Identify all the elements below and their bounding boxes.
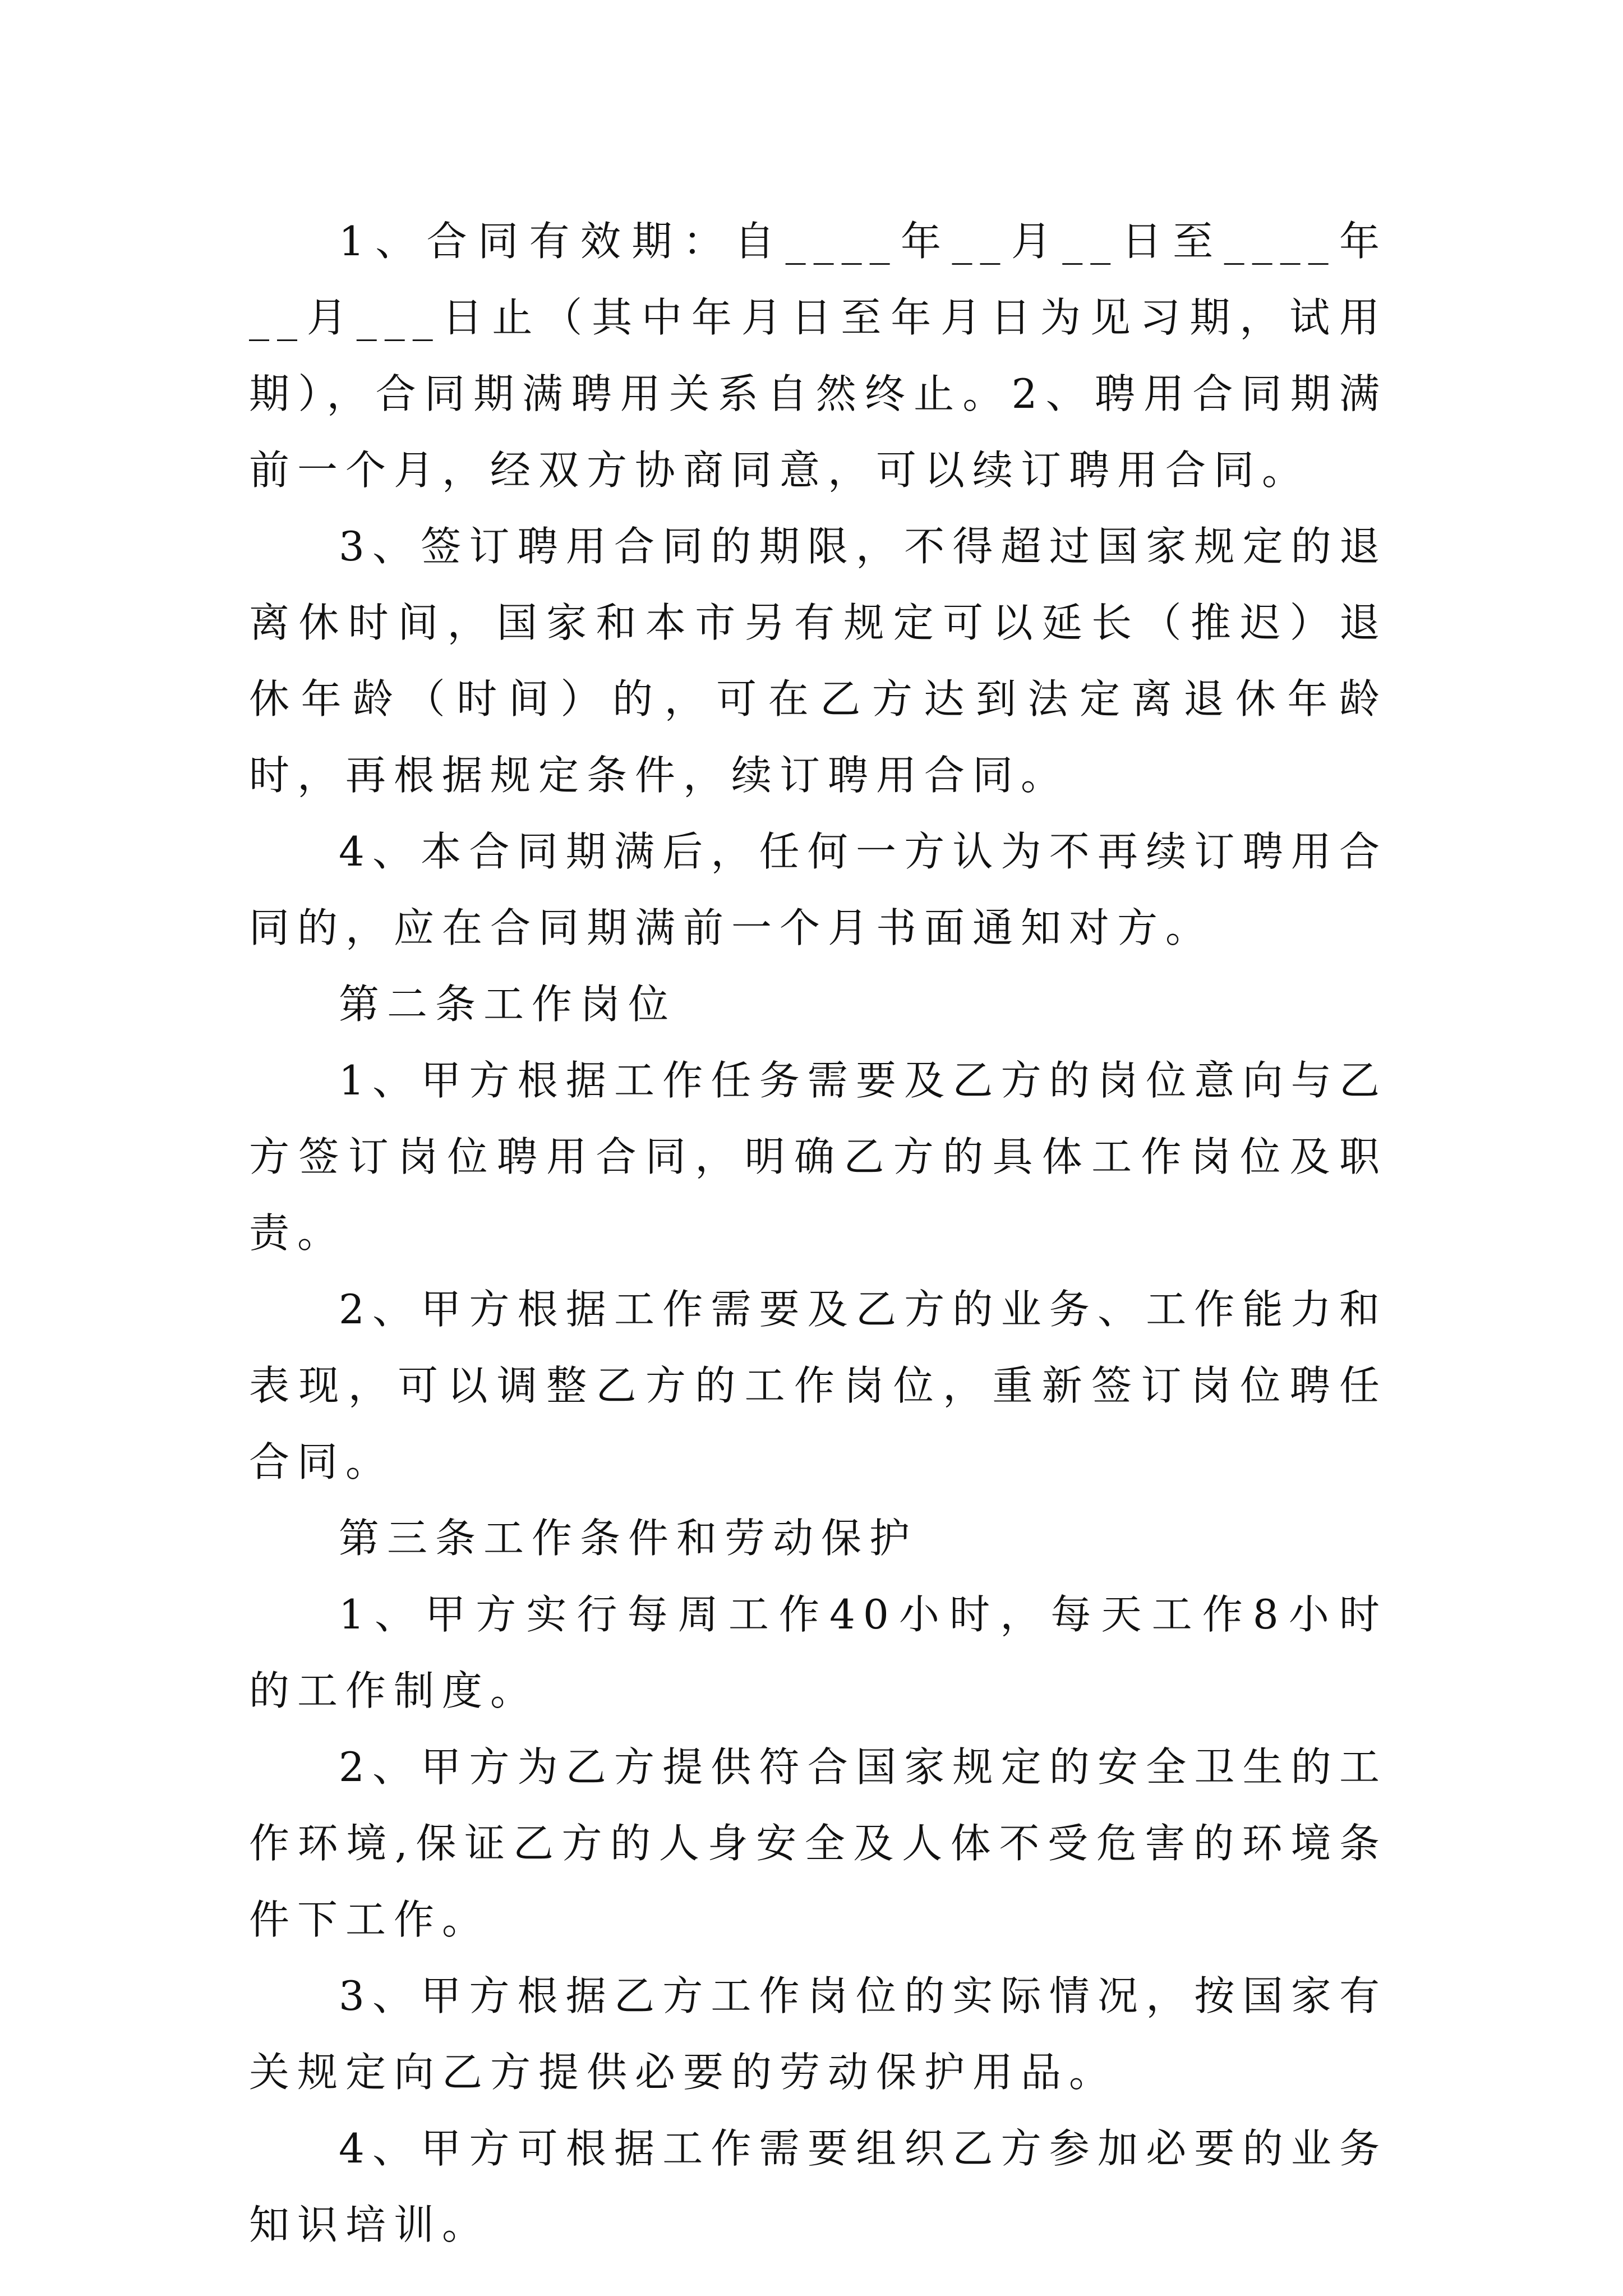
paragraph-working-hours: 1、甲方实行每周工作40小时，每天工作8小时的工作制度。 (249, 1591, 1387, 1714)
paragraph-term-validity: 1、合同有效期：自____年__月__日至____年__月___日止（其中年月日至年月日为见习期，试用期），合同期满聘用关系自然终止。2、聘用合同期满前一个月，经双方协商同意，可以续订聘用合同。 (249, 218, 1387, 494)
section-heading-article-2: 第二条工作岗位 (339, 981, 677, 1028)
paragraph-training: 4、甲方可根据工作需要组织乙方参加必要的业务知识培训。 (249, 2125, 1387, 2248)
paragraph-term-renewal-notice: 4、本合同期满后，任何一方认为不再续订聘用合同的，应在合同期满前一个月书面通知对方。 (249, 828, 1387, 951)
paragraph-position-assignment: 1、甲方根据工作任务需要及乙方的岗位意向与乙方签订岗位聘用合同，明确乙方的具体工作岗位及职责。 (249, 1057, 1387, 1257)
section-heading-article-3: 第三条工作条件和劳动保护 (339, 1515, 918, 1562)
paragraph-protective-equipment: 3、甲方根据乙方工作岗位的实际情况，按国家有关规定向乙方提供必要的劳动保护用品。 (249, 1972, 1387, 2096)
paragraph-work-environment: 2、甲方为乙方提供符合国家规定的安全卫生的工作环境,保证乙方的人身安全及人体不受危害的环境条件下工作。 (249, 1743, 1387, 1943)
paragraph-term-limit: 3、签订聘用合同的期限，不得超过国家规定的退离休时间，国家和本市另有规定可以延长（推迟）退休年龄（时间）的，可在乙方达到法定离退休年龄时，再根据规定条件，续订聘用合同。 (249, 523, 1387, 799)
contract-text (249, 203, 1387, 2263)
paragraph-position-adjustment: 2、甲方根据工作需要及乙方的业务、工作能力和表现，可以调整乙方的工作岗位，重新签订岗位聘任合同。 (249, 1286, 1387, 1485)
